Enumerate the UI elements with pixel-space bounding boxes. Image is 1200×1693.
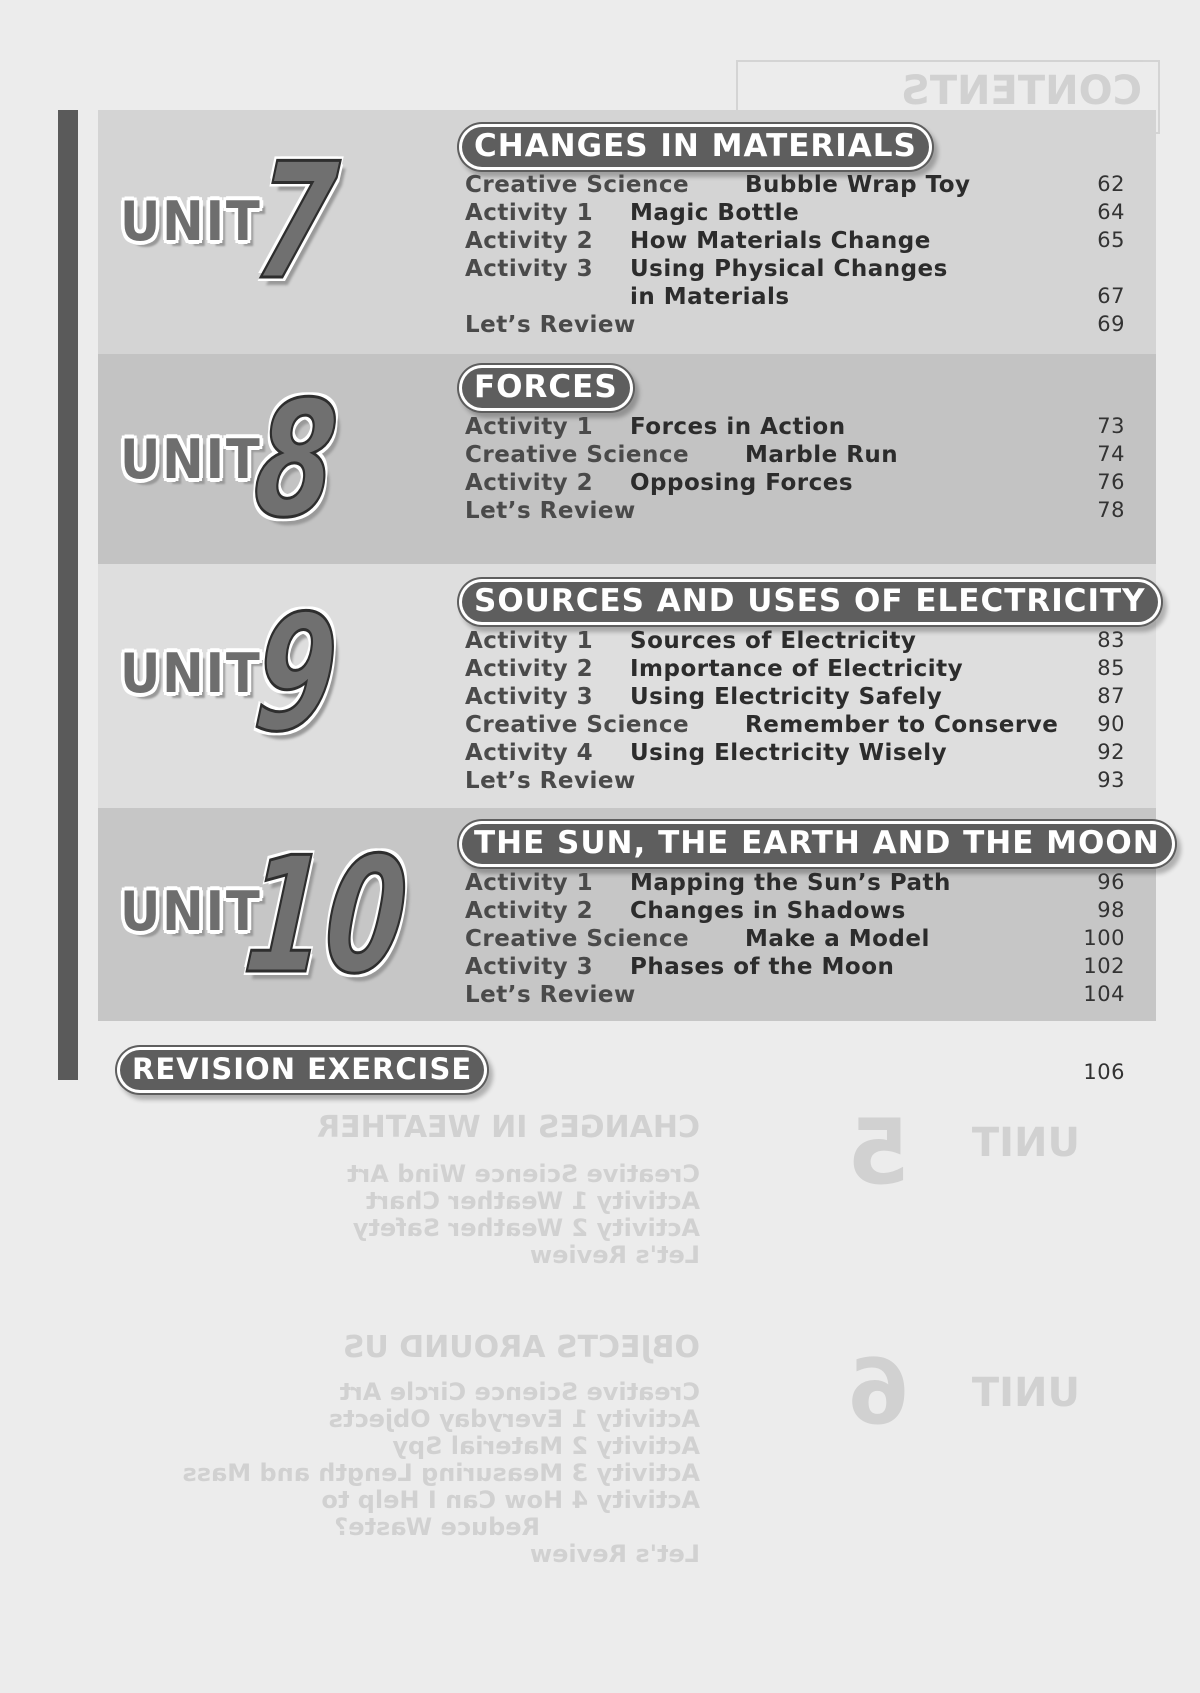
toc-entry[interactable] [465,712,1125,739]
ghost-line-8: Activity 3 Measuring Length and Mass [182,1459,700,1487]
entry-title: Phases of the Moon [630,954,895,980]
entry-page: 87 [1097,684,1125,708]
entry-label: Activity 2 [465,898,594,924]
ghost-unit-word-2: UNIT [971,1120,1080,1166]
toc-entry[interactable] [465,656,1125,683]
entry-title: Using Physical Changes [630,256,948,282]
entry-page: 102 [1083,954,1125,978]
unit-10-word: UNIT [120,880,262,943]
entry-title: Marble Run [745,442,899,468]
unit-9-title: SOURCES AND USES OF ELECTRICITY [462,582,1158,622]
ghost-unit-word-3: UNIT [971,1370,1080,1416]
toc-entry[interactable] [465,498,1125,525]
ghost-line-4: Let's Review [529,1241,700,1269]
entry-page: 96 [1097,870,1125,894]
entry-label: Let’s Review [465,312,636,338]
ghost-line-6: Activity 1 Everyday Objects [328,1405,700,1433]
ghost-line-1: Creative Science Wind Art [346,1160,700,1188]
entry-title: How Materials Change [630,228,931,254]
unit-10-number: 10 [238,822,414,1009]
entry-page: 65 [1097,228,1125,252]
ghost-line-2: Activity 1 Weather Chart [365,1187,700,1215]
entry-label: Activity 2 [465,470,594,496]
unit-8-title: FORCES [462,368,630,408]
unit-9-number: 9 [248,580,344,767]
entry-title: Sources of Electricity [630,628,917,654]
entry-title: Using Electricity Safely [630,684,943,710]
toc-entry[interactable] [465,312,1125,339]
entry-page: 93 [1097,768,1125,792]
ghost-section-title-1: CHANGES IN WEATHER [317,1110,700,1145]
entry-page: 104 [1083,982,1125,1006]
toc-entry[interactable] [465,898,1125,925]
entry-label: Creative Science [465,442,690,468]
entry-page: 62 [1097,172,1125,196]
unit-7-title: CHANGES IN MATERIALS [462,127,929,167]
entry-label: Activity 3 [465,684,594,710]
entry-title: Opposing Forces [630,470,854,496]
entry-title: Forces in Action [630,414,846,440]
unit-7-word: UNIT [120,190,262,253]
unit-7-number: 7 [248,128,344,315]
entry-page: 92 [1097,740,1125,764]
toc-entry[interactable] [465,200,1125,227]
entry-label: Creative Science [465,926,690,952]
entry-page: 90 [1097,712,1125,736]
entry-label: Let’s Review [465,982,636,1008]
toc-entry[interactable] [465,740,1125,767]
toc-entry[interactable] [465,628,1125,655]
ghost-line-10: Reduce Waste? [334,1513,540,1541]
entry-title: Changes in Shadows [630,898,906,924]
entry-label: Activity 1 [465,200,594,226]
ghost-line-7: Activity 2 Material Spy [392,1432,700,1460]
entry-page: 78 [1097,498,1125,522]
unit-8-number: 8 [248,366,344,553]
toc-entry[interactable] [465,954,1125,981]
ghost-unit-number-3: 6 [847,1340,910,1445]
entry-page: 64 [1097,200,1125,224]
entry-page: 83 [1097,628,1125,652]
entry-label: Creative Science [465,172,690,198]
entry-label: Activity 2 [465,228,594,254]
toc-entry[interactable] [465,442,1125,469]
toc-entry[interactable] [465,926,1125,953]
toc-entry[interactable] [465,414,1125,441]
ghost-unit-number-2: 5 [847,1100,910,1205]
entry-page: 73 [1097,414,1125,438]
entry-label: Activity 3 [465,954,594,980]
toc-entry[interactable] [465,470,1125,497]
toc-entry[interactable] [465,870,1125,897]
toc-entry[interactable] [465,228,1125,255]
entry-page: 69 [1097,312,1125,336]
entry-label: Activity 3 [465,256,594,282]
entry-page: 76 [1097,470,1125,494]
toc-entry[interactable] [465,256,1125,283]
ghost-line-5: Creative Science Circle Art [339,1378,700,1406]
revision-entry [465,1060,1125,1087]
entry-label: Activity 1 [465,870,594,896]
entry-title: Magic Bottle [630,200,800,226]
toc-entry[interactable] [465,172,1125,199]
entry-title: Mapping the Sun’s Path [630,870,951,896]
toc-entry[interactable] [465,982,1125,1009]
entry-page: 100 [1083,926,1125,950]
entry-label: Let’s Review [465,768,636,794]
unit-9-word: UNIT [120,642,262,705]
left-margin-bar [58,110,78,1080]
entry-page: 85 [1097,656,1125,680]
entry-title: in Materials [630,284,790,310]
entry-label: Creative Science [465,712,690,738]
entry-page: 74 [1097,442,1125,466]
toc-entry[interactable] [465,768,1125,795]
entry-label: Let’s Review [465,498,636,524]
ghost-heading: CONTENTS [900,68,1142,114]
entry-title: Using Electricity Wisely [630,740,948,766]
ghost-line-9: Activity 4 How Can I Help to [321,1486,700,1514]
ghost-line-3: Activity 2 Weather Safety [352,1214,700,1242]
entry-page: 98 [1097,898,1125,922]
entry-page: 67 [1097,284,1125,308]
entry-title: Bubble Wrap Toy [745,172,971,198]
entry-label: Activity 2 [465,656,594,682]
unit-10-title: THE SUN, THE EARTH AND THE MOON [462,824,1172,864]
entry-label: Activity 1 [465,628,594,654]
revision-page: 106 [1083,1060,1125,1084]
entry-label: Activity 1 [465,414,594,440]
entry-label: Activity 4 [465,740,594,766]
revision-exercise-title[interactable]: REVISION EXERCISE [120,1050,484,1090]
entry-title: Make a Model [745,926,930,952]
toc-entry[interactable] [465,684,1125,711]
toc-entry[interactable] [465,284,1125,311]
entry-title: Remember to Conserve [745,712,1059,738]
entry-title: Importance of Electricity [630,656,964,682]
ghost-line-11: Let's Review [529,1540,700,1568]
ghost-section-title-2: OBJECTS AROUND US [342,1330,700,1365]
unit-8-word: UNIT [120,428,262,491]
